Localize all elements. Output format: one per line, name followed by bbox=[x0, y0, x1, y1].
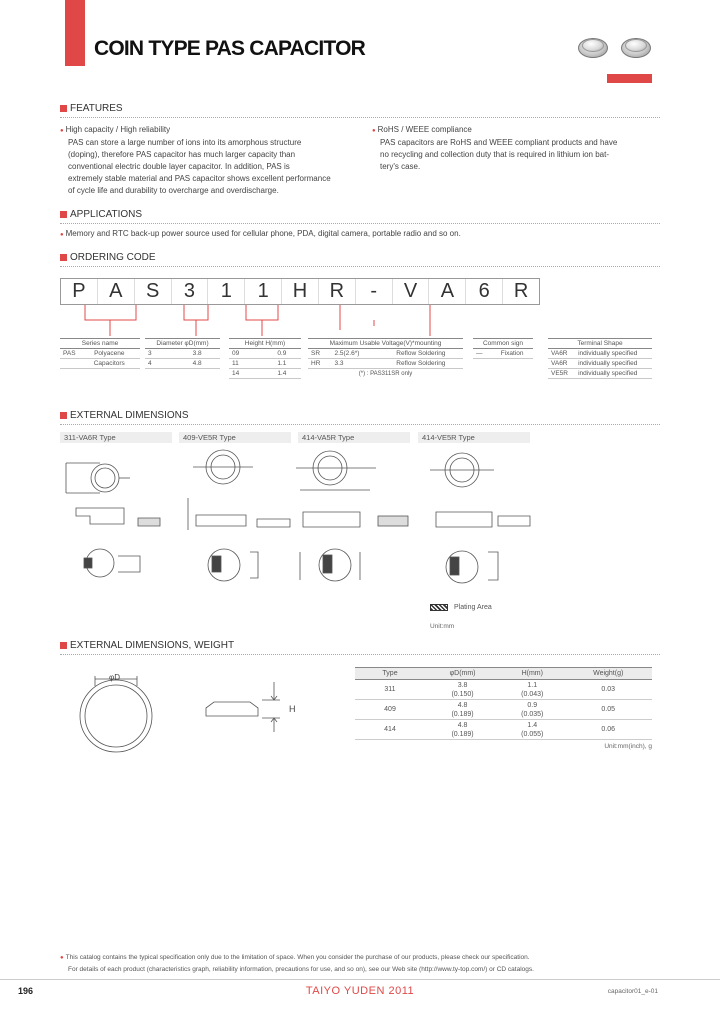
weight-table bbox=[355, 667, 652, 740]
diagram-label-height: H bbox=[289, 704, 296, 714]
section-ext-dims-weight-heading: EXTERNAL DIMENSIONS, WEIGHT bbox=[60, 640, 234, 651]
code-char: 1 bbox=[208, 279, 245, 304]
feature-heading-capacity: ● High capacity / High reliability bbox=[60, 124, 360, 137]
coin-side-view bbox=[206, 682, 280, 732]
weight-unit-note: Unit:mm(inch), g bbox=[604, 743, 652, 750]
page-title: COIN TYPE PAS CAPACITOR bbox=[94, 37, 365, 60]
footer-notes bbox=[60, 952, 534, 975]
brand-footer: TAIYO YUDEN 2011 bbox=[305, 985, 415, 997]
catalog-code: capacitor01_e-01 bbox=[607, 988, 658, 995]
section-ordering-heading: ORDERING CODE bbox=[60, 252, 156, 263]
height-table: Height H(mm) 09 0.9 11 1.1 14 1.4 bbox=[229, 338, 301, 379]
plating-legend: Plating Area bbox=[430, 604, 492, 611]
weight-header: Weight(g) bbox=[564, 668, 652, 680]
code-char: 6 bbox=[466, 279, 503, 304]
section-features-heading: FEATURES bbox=[60, 103, 123, 114]
common-sign-table: Common sign — Fixation bbox=[473, 338, 533, 359]
code-char: 3 bbox=[172, 279, 209, 304]
section-applications-heading: APPLICATIONS bbox=[60, 209, 142, 220]
code-char: A bbox=[429, 279, 466, 304]
terminal-shape-table: Terminal Shape VA6R individually specified VA6R individually specified VE5R individually specified bbox=[548, 338, 652, 379]
table-row: 409 4.8 (0.189) 0.9 (0.035) 0.05 bbox=[355, 700, 652, 720]
series-name-table: Series name PAS Polyacene Capacitors bbox=[60, 338, 140, 369]
feature-capacity-text: PAS can store a large number of ions into its amorphous structure (doping), therefore PAS capacitor has much larger capacity than conventional electric double layer capacitor. In addition, PAS is extremely stable material and PAS capacitor shows excellent performance of cycle life and durability to overcharge and overdischarge. bbox=[68, 138, 331, 195]
feature-heading-rohs: ● RoHS / WEEE compliance bbox=[372, 124, 662, 137]
voltage-table: Maximum Usable Voltage(V)*mounting SR 2.5(2.6*) Reflow Soldering HR 3.3 Reflow Soldering (*) : PAS311SR only bbox=[308, 338, 463, 379]
code-char: V bbox=[393, 279, 430, 304]
footer-rule bbox=[0, 979, 720, 980]
table-row: 311 3.8 (0.150) 1.1 (0.043) 0.03 bbox=[355, 680, 652, 700]
code-char: 1 bbox=[245, 279, 282, 304]
weight-header: Type bbox=[355, 668, 425, 680]
table-row: 414 4.8 (0.189) 1.4 (0.055) 0.06 bbox=[355, 720, 652, 740]
type-label-409: 409-VE5R Type bbox=[179, 432, 291, 443]
type-label-414e: 414-VE5R Type bbox=[418, 432, 530, 443]
weight-header: φD(mm) bbox=[425, 668, 500, 680]
code-char: P bbox=[61, 279, 98, 304]
type-label-414a: 414-VA5R Type bbox=[298, 432, 410, 443]
code-char: A bbox=[98, 279, 135, 304]
footer-note-1: ● This catalog contains the typical specification only due to the limitation of space. When you consider the purchase of our products, please check our specification. bbox=[60, 952, 534, 964]
code-char: R bbox=[513, 280, 529, 302]
type-label-311: 311-VA6R Type bbox=[60, 432, 172, 443]
weight-header: H(mm) bbox=[500, 668, 564, 680]
coin-top-view bbox=[80, 676, 152, 752]
applications-text: ● Memory and RTC back-up power source used for cellular phone, PDA, digital camera, portable radio and so on. bbox=[60, 228, 660, 241]
section-ext-dims-heading: EXTERNAL DIMENSIONS bbox=[60, 410, 189, 421]
diameter-table: Diameter φD(mm) 3 3.8 4 4.8 bbox=[145, 338, 220, 369]
page-number: 196 bbox=[18, 986, 34, 996]
feature-rohs-text: PAS capacitors are RoHS and WEEE compliant products and have no recycling and collection duty that is required in lithium ion bat- tery's case. bbox=[380, 138, 618, 171]
dims-unit-note: Unit:mm bbox=[430, 623, 455, 630]
diagram-label-diameter: φD bbox=[109, 673, 120, 682]
code-char: S bbox=[135, 279, 172, 304]
code-char: R bbox=[319, 279, 356, 304]
code-char: - bbox=[356, 279, 393, 304]
code-char: H bbox=[282, 279, 319, 304]
footer-note-2: For details of each product (characteristics graph, reliability information, precautions for use, and so on), see our Web site (http://www.ty-top.com/) or CD catalogs. bbox=[68, 966, 534, 973]
